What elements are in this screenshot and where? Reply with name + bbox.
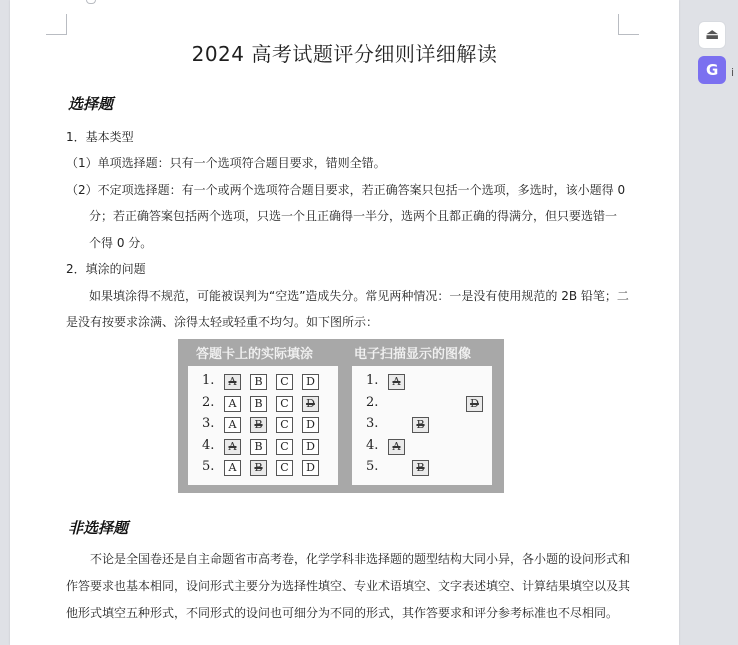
- figure-row-number: 1.: [366, 373, 379, 388]
- answer-option-box: C: [276, 396, 293, 412]
- figure-row-number: 5.: [202, 459, 215, 474]
- figure-row-number: 4.: [366, 437, 379, 453]
- figure-row-number: 2.: [202, 394, 215, 410]
- answer-option-box: A: [224, 374, 241, 390]
- assistant-g-icon: G: [706, 61, 719, 79]
- answer-option-box: B: [250, 417, 267, 433]
- answer-option-box: B: [250, 374, 267, 390]
- answer-option-box: C: [276, 439, 293, 455]
- answer-option-box: A: [224, 396, 241, 412]
- text-line: （2）不定项选择题：有一个或两个选项符合题目要求，若正确答案只包括一个选项，多选时，该小题得 0: [66, 183, 626, 197]
- answer-option-box: C: [276, 417, 293, 433]
- answer-option-box: A: [224, 439, 241, 455]
- text-line: 个得 0 分。: [89, 236, 153, 250]
- scanned-mark-box: A: [388, 374, 405, 390]
- text-line: （1）单项选择题：只有一个选项符合题目要求，错则全错。: [66, 156, 386, 170]
- text-line: 是没有按要求涂满、涂得太轻或轻重不均匀。如下图所示：: [66, 315, 379, 329]
- scanned-mark-box: D: [466, 396, 483, 412]
- figure-row-number: 3.: [366, 416, 379, 431]
- figure-left-panel: [188, 366, 338, 485]
- figure-row-number: 2.: [366, 394, 379, 410]
- text-line: 2．填涂的问题: [66, 262, 146, 276]
- section-heading-choice: 选择题: [68, 95, 114, 113]
- document-page: [10, 0, 679, 645]
- figure-row-number: 5.: [366, 459, 379, 474]
- answer-option-box: A: [224, 460, 241, 476]
- answer-option-box: D: [302, 417, 319, 433]
- scanned-mark-box: A: [388, 439, 405, 455]
- figure-row-number: 1.: [202, 373, 215, 388]
- figure-header-right: 电子扫描显示的图像: [354, 347, 472, 362]
- answer-option-box: A: [224, 417, 241, 433]
- figure-header-left: 答题卡上的实际填涂: [196, 347, 314, 362]
- answer-option-box: B: [250, 460, 267, 476]
- answer-option-box: C: [276, 460, 293, 476]
- margin-corner-top-right: [618, 14, 639, 35]
- answer-option-box: D: [302, 439, 319, 455]
- eject-button[interactable]: [698, 21, 726, 49]
- text-line: 如果填涂得不规范，可能被误判为“空选”造成失分。常见两种情况：一是没有使用规范的 2B 铅笔；二: [89, 289, 629, 303]
- answer-option-box: B: [250, 396, 267, 412]
- answer-option-box: D: [302, 396, 319, 412]
- answer-sheet-figure: [178, 339, 504, 493]
- page-top-marker: [86, 0, 96, 4]
- figure-row-number: 4.: [202, 437, 215, 453]
- text-line: 1．基本类型: [66, 130, 134, 144]
- figure-row-number: 3.: [202, 416, 215, 431]
- paragraph-nonchoice: 不论是全国卷还是自主命题省市高考卷，化学学科非选择题的题型结构大同小异，各小题的设问形式和作答要求也基本相同，设问形式主要分为选择性填空、专业术语填空、文字表述填空、计算结果填空以及其他形式填空五种形式，不同形式的设问也可细分为不同的形式，其作答要求和评分参考标准也不尽相同。: [66, 552, 631, 620]
- answer-option-box: D: [302, 374, 319, 390]
- margin-corner-top-left: [46, 14, 67, 35]
- eject-icon: ⏏: [705, 25, 720, 43]
- answer-option-box: B: [250, 439, 267, 455]
- section-heading-nonchoice: 非选择题: [68, 519, 129, 537]
- figure-right-panel: [352, 366, 492, 485]
- assistant-button[interactable]: [698, 56, 726, 84]
- answer-option-box: C: [276, 374, 293, 390]
- document-title: 2024 高考试题评分细则详细解读: [191, 42, 498, 66]
- answer-option-box: D: [302, 460, 319, 476]
- text-line: 分；若正确答案包括两个选项，只选一个且正确得一半分，选两个且都正确的得满分，但只要选错一: [89, 209, 618, 223]
- panel-edge-text: i: [731, 66, 735, 79]
- scanned-mark-box: B: [412, 460, 429, 476]
- scanned-mark-box: B: [412, 417, 429, 433]
